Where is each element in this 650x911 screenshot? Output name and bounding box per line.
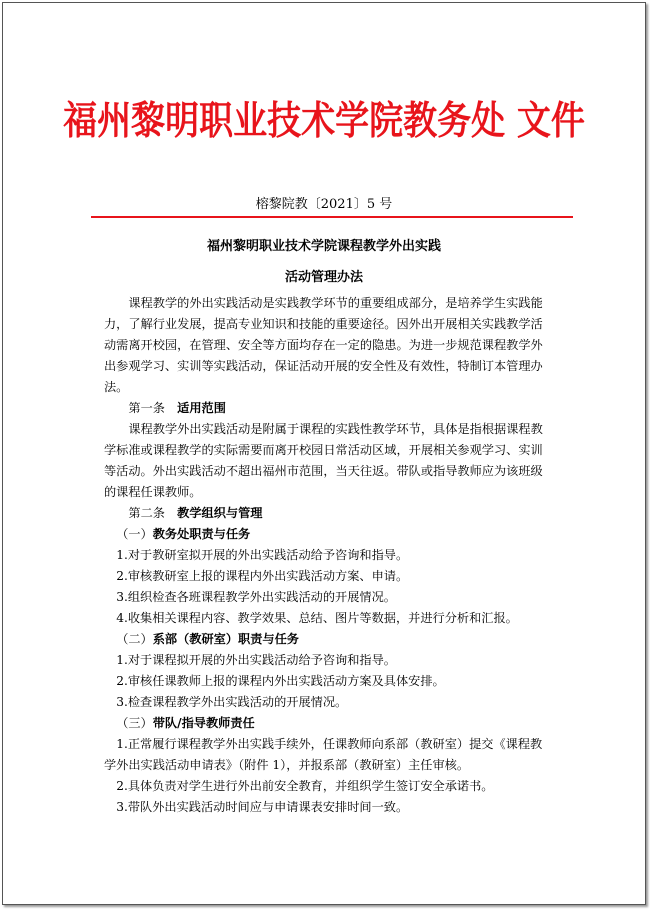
- list-item: 4.收集相关课程内容、教学效果、总结、图片等数据，并进行分析和汇报。: [116, 611, 518, 625]
- article-heading: 教学组织与管理: [177, 506, 263, 520]
- article-1-heading: [104, 398, 554, 419]
- document-number: 榕黎院教〔2021〕5 号: [255, 197, 393, 212]
- section-1-heading: [104, 524, 554, 545]
- list-item: 3.组织检查各班课程教学外出实践活动的开展情况。: [116, 590, 396, 604]
- article-1-text: 课程教学外出实践活动是附属于课程的实践性教学环节，具体是指根据课程教学标准或课程教学的实际需要而离开校园日常活动区域，开展相关参观学习、实训等活动。外出实践活动不超出福州市范围，当天往返。带队或指导教师应为该班级的课程任课教师。: [104, 422, 543, 499]
- section-prefix: （二）: [116, 632, 153, 646]
- section-heading: 教务处职责与任务: [152, 527, 251, 541]
- list-item: 3.带队外出实践活动时间应与申请课表安排时间一致。: [116, 800, 409, 814]
- list-item: 2.审核任课教师上报的课程内外出实践活动方案及具体安排。: [116, 674, 445, 688]
- document-title-line2: 活动管理办法: [284, 270, 363, 285]
- red-divider: [91, 216, 573, 218]
- section-3-heading: [104, 713, 554, 734]
- document-page: [2, 2, 646, 905]
- document-body: [104, 293, 554, 818]
- section-prefix: （三）: [116, 716, 153, 730]
- list-item: 2.审核教研室上报的课程内外出实践活动方案、申请。: [116, 569, 409, 583]
- section-prefix: （一）: [116, 527, 153, 541]
- intro-paragraph: 课程教学的外出实践活动是实践教学环节的重要组成部分，是培养学生实践能力，了解行业发展，提高专业知识和技能的重要途径。因外出开展相关实践教学活动需离开校园，在管理、安全等方面均存在一定的隐患。为进一步规范课程教学外出参观学习、实训等实践活动，保证活动开展的安全性及有效性，特制订本管理办法。: [104, 296, 543, 394]
- section-heading: 带队/指导教师责任: [152, 716, 255, 730]
- article-number: 第二条: [128, 506, 165, 520]
- document-title-line1: 福州黎明职业技术学院课程教学外出实践: [206, 239, 441, 254]
- list-item: 1.正常履行课程教学外出实践手续外，任课教师向系部（教研室）提交《课程教学外出实践活动申请表》（附件 1），并报系部（教研室）主任审核。: [104, 737, 543, 772]
- list-item: 3.检查课程教学外出实践活动的开展情况。: [116, 695, 348, 709]
- list-item: 2.具体负责对学生进行外出前安全教育，并组织学生签订安全承诺书。: [116, 779, 494, 793]
- list-item: 1.对于课程拟开展的外出实践活动给予咨询和指导。: [116, 653, 396, 667]
- section-2-heading: [104, 629, 554, 650]
- article-heading: 适用范围: [177, 401, 226, 415]
- article-2-heading: [104, 503, 554, 524]
- section-heading: 系部（教研室）职责与任务: [152, 632, 299, 646]
- list-item: 1.对于教研室拟开展的外出实践活动给予咨询和指导。: [116, 548, 409, 562]
- header-title: 福州黎明职业技术学院教务处 文件: [63, 98, 585, 145]
- article-number: 第一条: [128, 401, 165, 415]
